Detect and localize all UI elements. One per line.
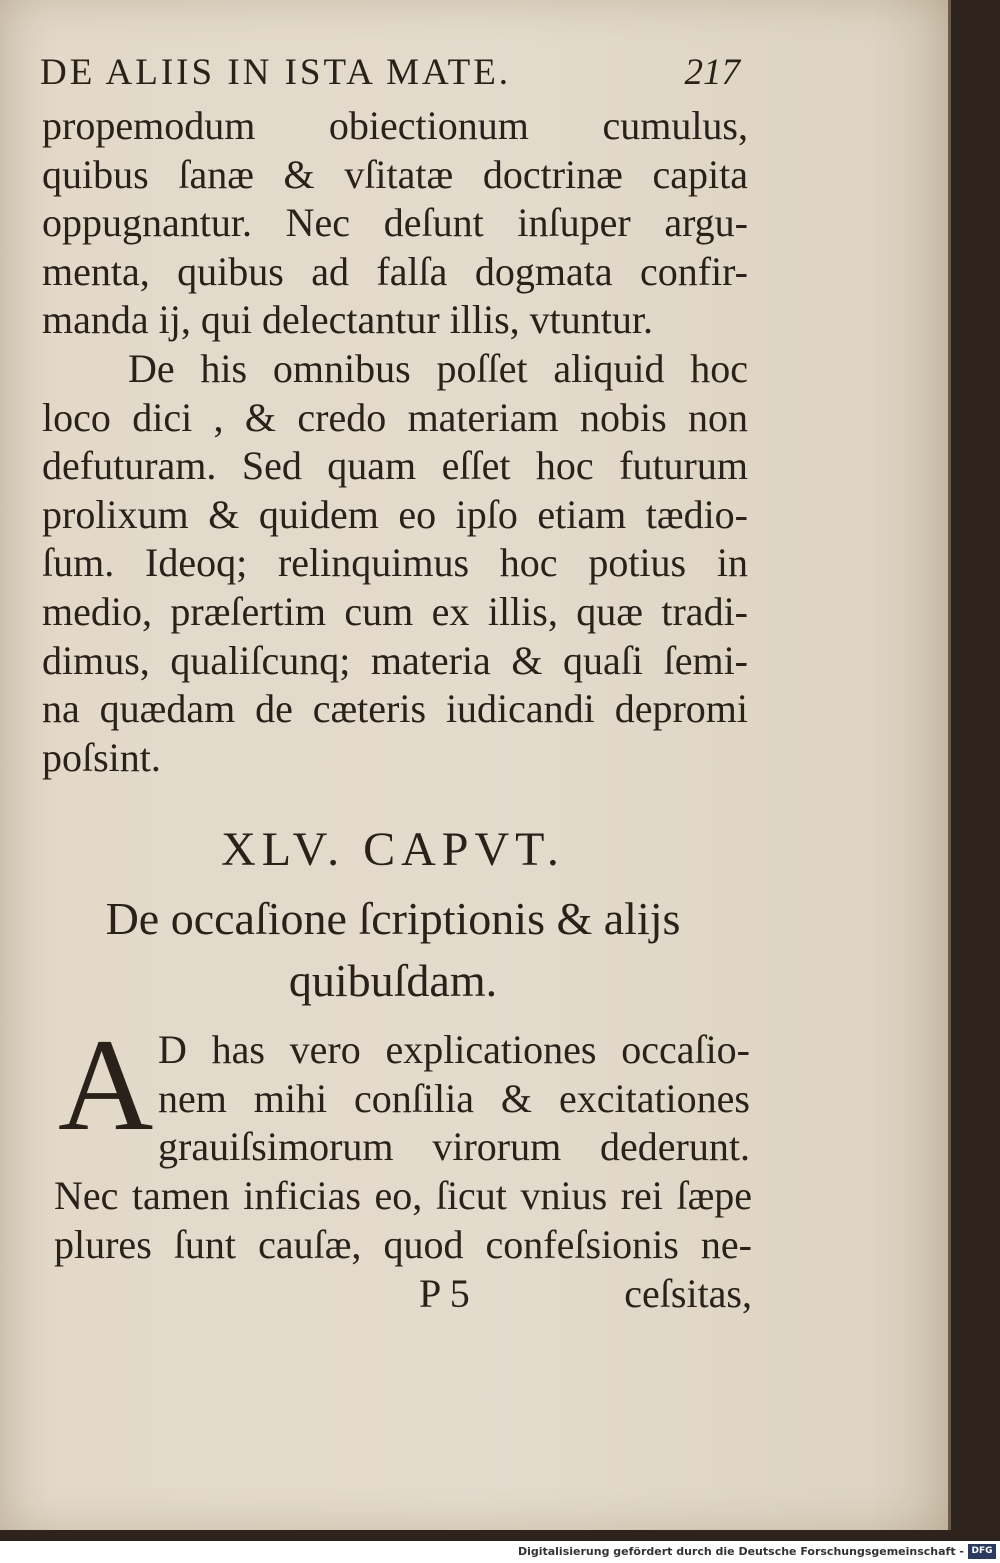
text-line: De his omnibus poſſet aliquid hoc xyxy=(128,345,748,391)
text-line: nem mihi conſilia & excitationes xyxy=(158,1075,750,1121)
dfg-logo: DFG xyxy=(968,1544,996,1559)
chapter-title-line: quibuſdam. xyxy=(288,955,498,1006)
signature-line xyxy=(54,1270,752,1318)
text-line: defuturam. Sed quam eſſet hoc futurum xyxy=(42,443,748,489)
text-line: medio, præſertim cum ex illis, quæ tradi- xyxy=(42,588,748,634)
text-line: manda ij, qui delectantur illis, vtuntur. xyxy=(42,297,653,343)
chapter-title-line: De occaſione ſcriptionis & alijs xyxy=(105,893,681,944)
chapter-title xyxy=(40,888,746,1012)
initial-paragraph xyxy=(58,1011,750,1172)
text-line: menta, quibus ad falſa dogmata confir- xyxy=(42,248,748,294)
body-text xyxy=(42,102,748,782)
signature-mark: P 5 xyxy=(419,1271,470,1316)
text-line: na quædam de cæteris iudicandi depromi xyxy=(42,686,748,732)
running-head-title: DE ALIIS IN ISTA MATE. xyxy=(40,52,512,93)
catchword: ceſsitas, xyxy=(624,1271,752,1316)
footer-credit: Digitalisierung gefördert durch die Deutsche Forschungsgemeinschaft - xyxy=(517,1545,964,1558)
text-line: quibus ſanæ & vſitatæ doctrinæ capita xyxy=(42,151,748,197)
text-line: grauiſsimorum virorum dederunt. xyxy=(158,1124,750,1170)
text-line: Nec tamen inficias eo, ſicut vnius rei ſæpe xyxy=(54,1173,752,1218)
text-line: oppugnantur. Nec deſunt inſuper argu- xyxy=(42,200,748,246)
chapter-heading: XLV. CAPVT. xyxy=(221,823,565,876)
text-line: ſum. Ideoq; relinquimus hoc potius in xyxy=(42,540,748,586)
drop-cap-initial: A xyxy=(58,1011,154,1158)
text-line: loco dici , & credo materiam nobis non xyxy=(42,394,748,440)
paragraph-continuation xyxy=(54,1172,752,1269)
text-line: D has vero explicationes occaſio- xyxy=(158,1027,750,1072)
text-line: poſsint. xyxy=(42,734,161,780)
text-line: prolixum & quidem eo ipſo etiam tædio- xyxy=(42,491,748,537)
digitization-footer xyxy=(0,1541,1000,1563)
running-head xyxy=(40,44,740,102)
text-line: plures ſunt cauſæ, quod confeſsionis ne- xyxy=(54,1221,752,1267)
text-line: propemodum obiectionum cumulus, xyxy=(42,103,748,148)
text-line: dimus, qualiſcunq; materia & quaſi ſemi- xyxy=(42,637,748,683)
page-number: 217 xyxy=(684,52,740,93)
